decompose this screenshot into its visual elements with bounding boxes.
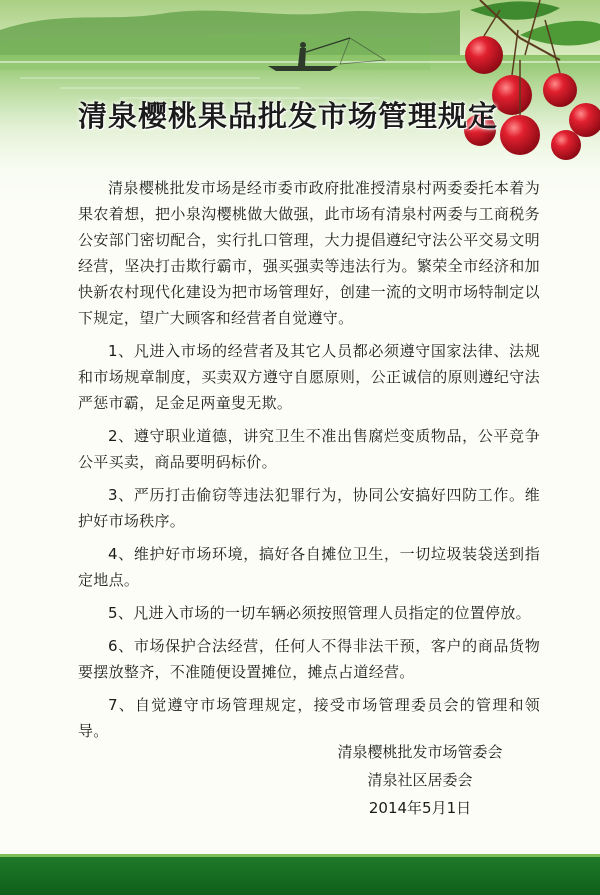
footer-bar — [0, 857, 600, 895]
rule-2: 2、遵守职业道德，讲究卫生不准出售腐烂变质物品，公平竞争公平买卖，商品要明码标价。 — [78, 427, 540, 471]
rule-7: 7、自觉遵守市场管理规定，接受市场管理委员会的管理和领导。 — [78, 696, 540, 740]
regulation-body — [78, 175, 540, 751]
intro-paragraph: 清泉樱桃批发市场是经市委市政府批准授清泉村两委委托本着为果农着想，把小泉沟樱桃做大做强，此市场有清泉村两委与工商税务公安部门密切配合，实行扎口管理，大力提倡遵纪守法公平交易文明经营，坚决打击欺行霸市，强买强卖等违法行为。繁荣全市经济和加快新农村现代化建设为把市场管理好，创建一流的文明市场特制定以下规定，望广大顾客和经营者自觉遵守。 — [78, 179, 540, 327]
rule-4: 4、维护好市场环境，搞好各自摊位卫生，一切垃圾装袋送到指定地点。 — [78, 545, 540, 589]
signature-committee: 清泉社区居委会 — [367, 771, 473, 789]
rule-3: 3、严历打击偷窃等违法犯罪行为，协同公安搞好四防工作。维护好市场秩序。 — [78, 486, 540, 530]
rule-5: 5、凡进入市场的一切车辆必须按照管理人员指定的位置停放。 — [108, 604, 531, 622]
rule-1: 1、凡进入市场的经营者及其它人员都必须遵守国家法律、法规和市场规章制度，买卖双方遵守自愿原则，公正诚信的原则遵纪守法严惩市霸，足金足两童叟无欺。 — [78, 342, 540, 412]
page-title: 清泉樱桃果品批发市场管理规定 — [78, 99, 499, 133]
signature-org: 清泉樱桃批发市场管委会 — [337, 743, 503, 761]
signature-date: 2014年5月1日 — [368, 799, 472, 817]
rule-6: 6、市场保护合法经营，任何人不得非法干预，客户的商品货物要摆放整齐，不准随便设置摊位，摊点占道经营。 — [78, 637, 540, 681]
signature-block — [300, 738, 540, 822]
